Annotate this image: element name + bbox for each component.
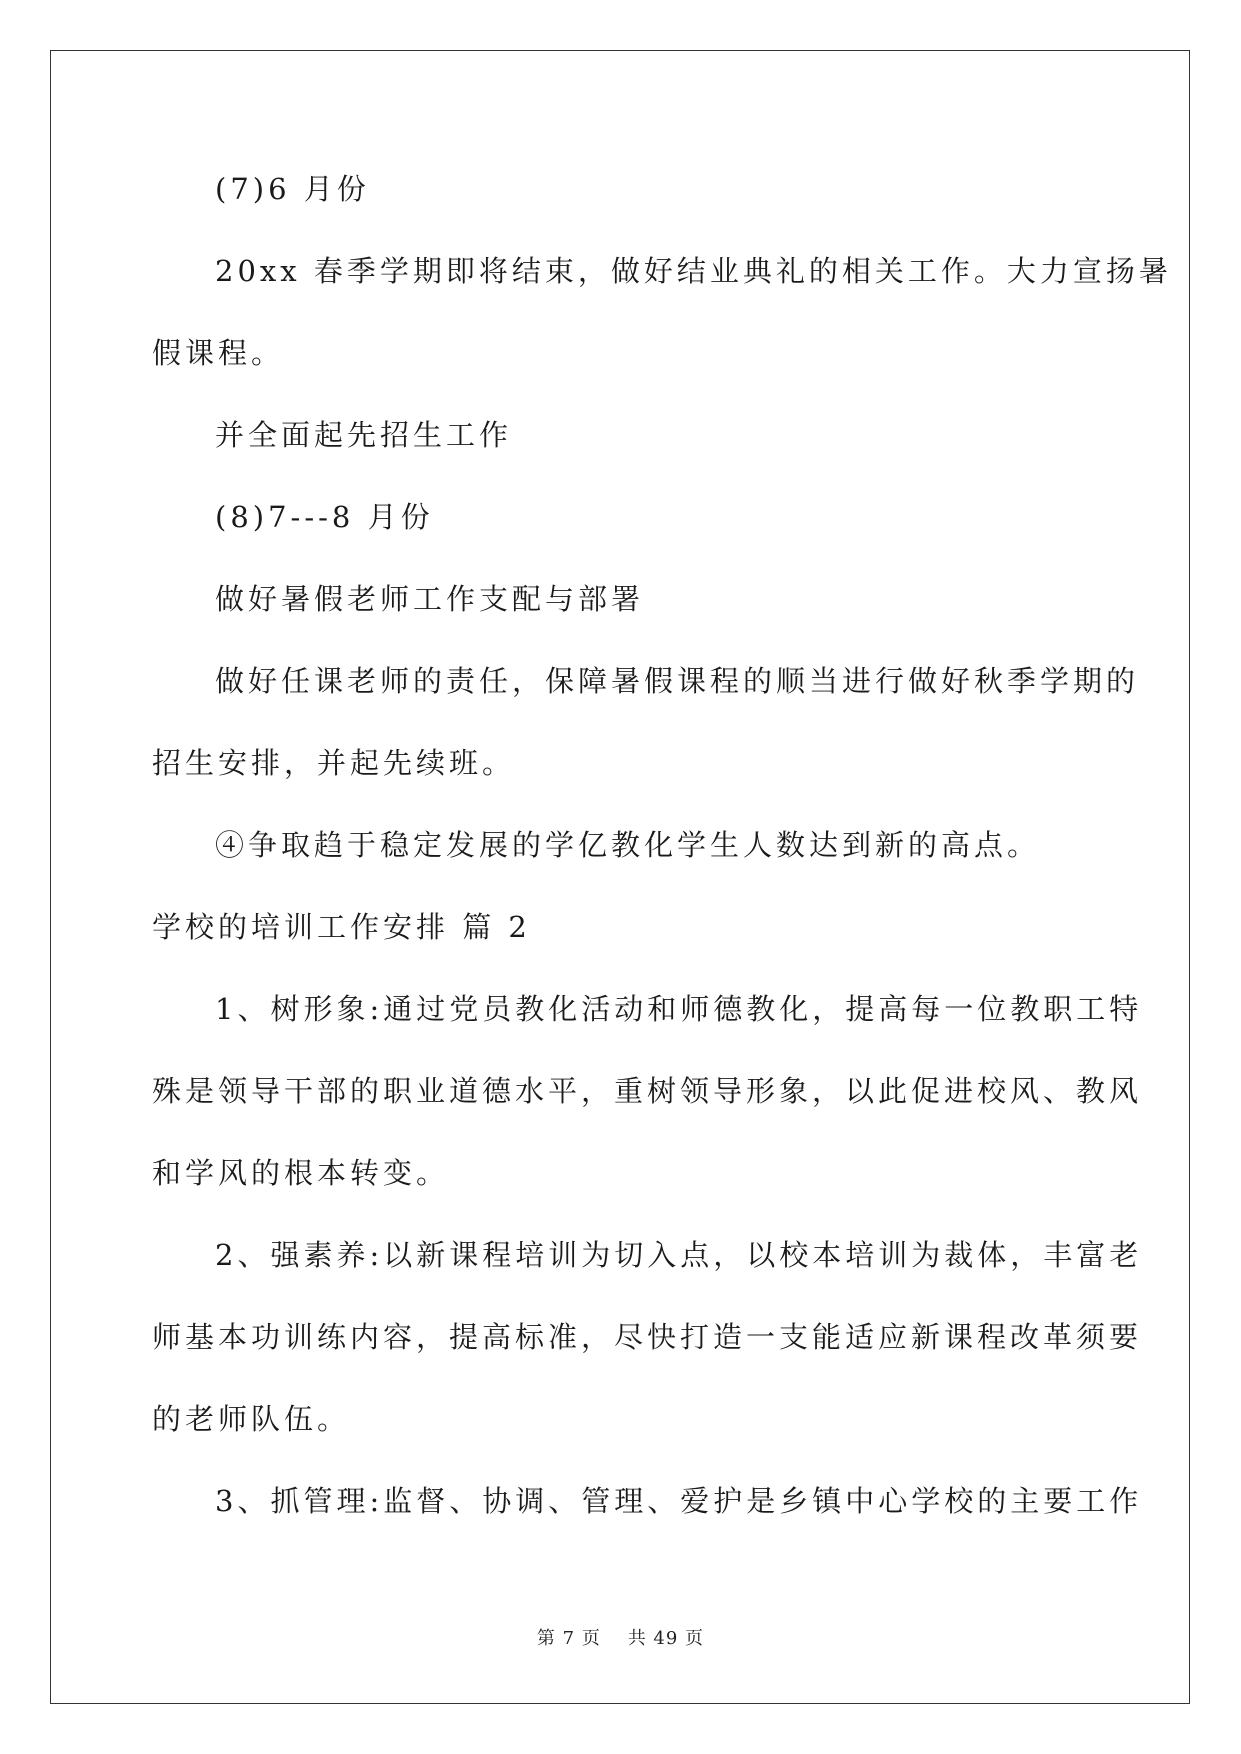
text-line: 1、树形象:通过党员教化活动和师德教化，提高每一位教职工特: [215, 992, 1143, 1026]
text-line: ④争取趋于稳定发展的学亿教化学生人数达到新的高点。: [215, 828, 1041, 862]
text-line: 和学风的根本转变。: [152, 1156, 450, 1190]
section-heading: 学校的培训工作安排 篇 2: [152, 910, 531, 944]
text-line: 殊是领导干部的职业道德水平，重树领导形象，以此促进校风、教风: [152, 1074, 1143, 1108]
page-number-label: 第 7 页 共 49 页: [536, 1628, 705, 1649]
text-line: 招生安排，并起先续班。: [152, 746, 516, 780]
text-line: 师基本功训练内容，提高标准，尽快打造一支能适应新课程改革须要: [152, 1320, 1143, 1354]
text-line: 做好暑假老师工作支配与部署: [215, 582, 645, 616]
text-line: 假课程。: [152, 336, 285, 370]
page-footer: [0, 1624, 1241, 1650]
text-line: (7)6 月份: [215, 172, 370, 206]
text-line: 20xx 春季学期即将结束，做好结业典礼的相关工作。大力宣扬暑: [215, 254, 1172, 288]
text-line: 做好任课老师的责任，保障暑假课程的顺当进行做好秋季学期的: [215, 664, 1140, 698]
text-line: 并全面起先招生工作: [215, 418, 513, 452]
text-line: 的老师队伍。: [152, 1402, 351, 1436]
page-border: [50, 50, 1190, 1704]
text-line: (8)7---8 月份: [215, 500, 434, 534]
text-line: 2、强素养:以新课程培训为切入点，以校本培训为裁体，丰富老: [215, 1238, 1143, 1272]
text-line: 3、抓管理:监督、协调、管理、爱护是乡镇中心学校的主要工作: [215, 1484, 1143, 1518]
